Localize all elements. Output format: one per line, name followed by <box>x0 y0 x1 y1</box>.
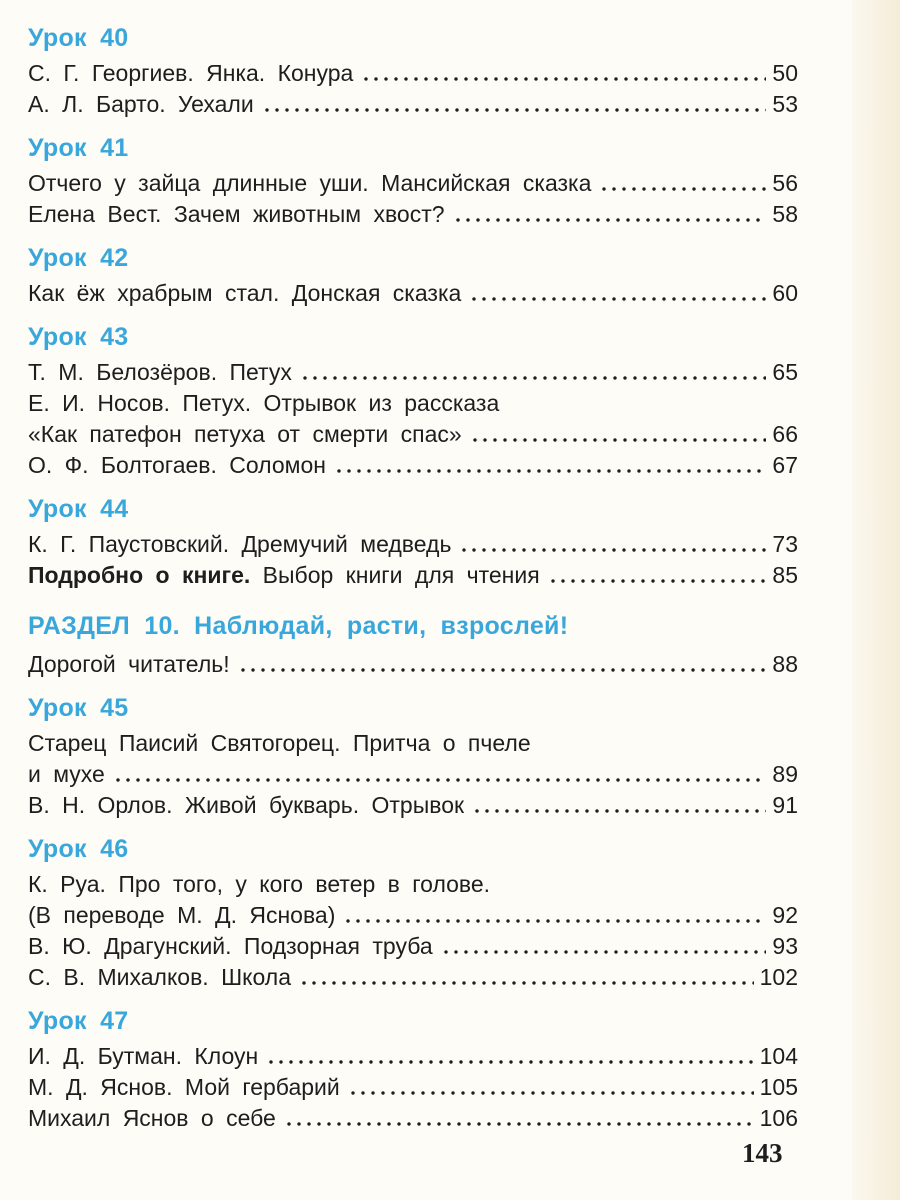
entry-page: 102 <box>759 964 798 990</box>
entry-page: 104 <box>759 1043 798 1069</box>
dot-leader <box>300 375 767 381</box>
entry-title: Т. М. Белозёров. Петух <box>28 359 292 385</box>
dot-leader <box>348 1090 754 1096</box>
toc-entry[interactable] <box>28 931 798 962</box>
toc-section <box>28 829 798 993</box>
dot-leader <box>599 186 766 192</box>
entry-title: А. Л. Барто. Уехали <box>28 91 254 117</box>
dot-leader <box>361 76 766 82</box>
entry-title: О. Ф. Болтогаев. Соломон <box>28 452 326 478</box>
toc-entry[interactable] <box>28 900 798 931</box>
toc-section <box>28 18 798 120</box>
entry-page: 88 <box>772 651 798 677</box>
page-gutter-shadow <box>852 0 900 1200</box>
dot-leader <box>284 1121 754 1127</box>
entry-page: 53 <box>772 91 798 117</box>
toc-section <box>28 128 798 230</box>
toc-section <box>28 688 798 821</box>
entry-title <box>28 560 540 591</box>
page-number: 143 <box>742 1138 783 1168</box>
lesson-heading: Урок 41 <box>28 134 129 162</box>
entry-title-line: Старец Паисий Святогорец. Притча о пчеле <box>28 730 531 756</box>
entry-page: 58 <box>772 201 798 227</box>
dot-leader <box>453 217 767 223</box>
dot-leader <box>548 578 767 584</box>
entry-title: Как ёж храбрым стал. Донская сказка <box>28 280 462 306</box>
entry-page: 60 <box>772 280 798 306</box>
lesson-heading: Урок 45 <box>28 694 129 722</box>
dot-leader <box>441 949 767 955</box>
entry-title-rest: Выбор книги для чтения <box>262 562 540 588</box>
toc-entry[interactable] <box>28 649 798 680</box>
entry-page: 91 <box>772 792 798 818</box>
entry-title: С. В. Михалков. Школа <box>28 964 291 990</box>
entry-title-line: Е. И. Носов. Петух. Отрывок из рассказа <box>28 390 500 416</box>
toc-entry[interactable] <box>28 1041 798 1072</box>
entry-title: С. Г. Георгиев. Янка. Конура <box>28 60 354 86</box>
toc-entry[interactable] <box>28 1072 798 1103</box>
entry-page: 50 <box>772 60 798 86</box>
entry-title: Отчего у зайца длинные уши. Мансийская сказка <box>28 170 592 196</box>
entry-title: В. Н. Орлов. Живой букварь. Отрывок <box>28 792 465 818</box>
entry-page: 73 <box>772 531 798 557</box>
lesson-heading: Урок 43 <box>28 323 129 351</box>
toc-section <box>28 489 798 591</box>
toc-section <box>28 1001 798 1134</box>
dot-leader <box>472 808 766 814</box>
entry-page: 66 <box>772 421 798 447</box>
chapter-heading: РАЗДЕЛ 10. Наблюдай, расти, взрослей! <box>28 612 569 640</box>
dot-leader <box>334 468 766 474</box>
entry-title: Дорогой читатель! <box>28 651 230 677</box>
toc-entry[interactable] <box>28 962 798 993</box>
toc-entry[interactable] <box>28 529 798 560</box>
entry-title: И. Д. Бутман. Клоун <box>28 1043 259 1069</box>
entry-title: К. Г. Паустовский. Дремучий медведь <box>28 531 452 557</box>
toc-entry[interactable] <box>28 168 798 199</box>
dot-leader <box>459 547 766 553</box>
entry-page: 56 <box>772 170 798 196</box>
entry-page: 105 <box>759 1074 798 1100</box>
toc-entry[interactable] <box>28 1103 798 1134</box>
entry-page: 65 <box>772 359 798 385</box>
lesson-heading: Урок 46 <box>28 835 129 863</box>
entry-page: 89 <box>772 761 798 787</box>
entry-page: 67 <box>772 452 798 478</box>
dot-leader <box>470 437 767 443</box>
toc-entry[interactable] <box>28 278 798 309</box>
dot-leader <box>113 777 767 783</box>
entry-title-line: К. Руа. Про того, у кого ветер в голове. <box>28 871 491 897</box>
toc-entry[interactable] <box>28 199 798 230</box>
toc-entry[interactable] <box>28 790 798 821</box>
toc-entry[interactable] <box>28 759 798 790</box>
table-of-contents <box>28 18 798 1134</box>
entry-page: 93 <box>772 933 798 959</box>
entry-page: 106 <box>759 1105 798 1131</box>
entry-title: В. Ю. Драгунский. Подзорная труба <box>28 933 433 959</box>
entry-title: Елена Вест. Зачем животным хвост? <box>28 201 445 227</box>
lesson-heading: Урок 44 <box>28 495 129 523</box>
entry-title: Михаил Яснов о себе <box>28 1105 276 1131</box>
lesson-heading: Урок 47 <box>28 1007 129 1035</box>
entry-title: и мухе <box>28 761 105 787</box>
toc-entry[interactable] <box>28 89 798 120</box>
toc-section <box>28 317 798 481</box>
toc-chapter <box>28 599 798 680</box>
entry-title: «Как патефон петуха от смерти спас» <box>28 421 462 447</box>
toc-entry[interactable] <box>28 450 798 481</box>
entry-title: М. Д. Яснов. Мой гербарий <box>28 1074 340 1100</box>
dot-leader <box>299 980 754 986</box>
dot-leader <box>238 667 767 673</box>
entry-page: 85 <box>772 562 798 588</box>
entry-page: 92 <box>772 902 798 928</box>
dot-leader <box>266 1059 753 1065</box>
toc-entry[interactable] <box>28 357 798 388</box>
entry-title: (В переводе М. Д. Яснова) <box>28 902 336 928</box>
dot-leader <box>262 107 767 113</box>
entry-bold-prefix: Подробно о книге. <box>28 562 251 588</box>
dot-leader <box>469 296 766 302</box>
dot-leader <box>343 918 766 924</box>
lesson-heading: Урок 40 <box>28 24 129 52</box>
toc-entry[interactable] <box>28 58 798 89</box>
toc-section <box>28 238 798 309</box>
toc-entry[interactable] <box>28 560 798 591</box>
lesson-heading: Урок 42 <box>28 244 129 272</box>
toc-entry[interactable] <box>28 419 798 450</box>
